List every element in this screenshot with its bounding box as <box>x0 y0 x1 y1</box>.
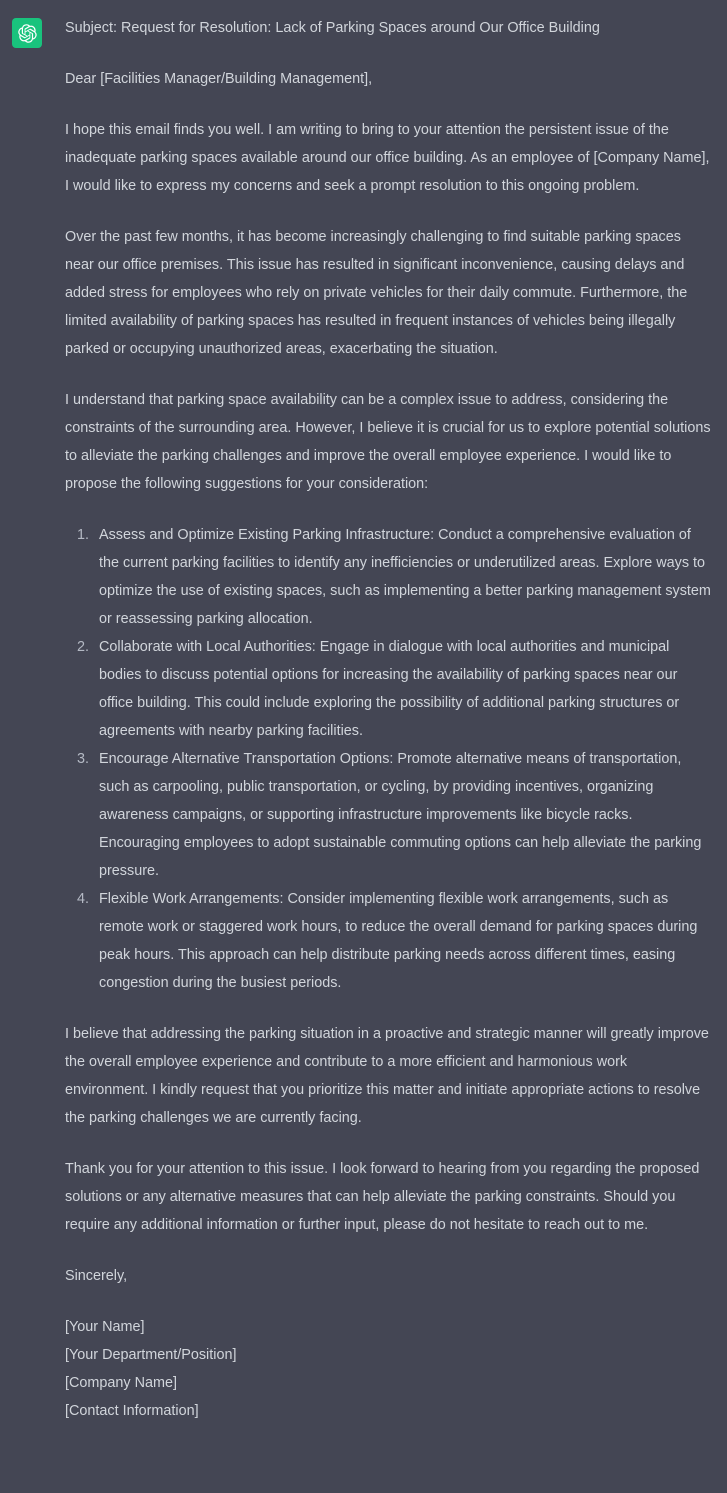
list-item: 4. Flexible Work Arrangements: Consider implementing flexible work arrangements, such as remote work or staggered work hours, to reduce the overall demand for parking spaces during peak hours. This approach can help distribute parking needs across different times, easing congestion during the busiest periods. <box>93 885 711 997</box>
email-signature <box>65 1313 711 1425</box>
email-closing-paragraph-1: I believe that addressing the parking situation in a proactive and strategic manner will greatly improve the overall employee experience and contribute to a more efficient and harmonious work environment. I kindly request that you prioritize this matter and initiate appropriate actions to resolve the parking challenges we are currently facing. <box>65 1026 709 1126</box>
email-subject-line: Subject: Request for Resolution: Lack of Parking Spaces around Our Office Building <box>65 20 600 36</box>
signature-line-company: [Company Name] <box>65 1375 177 1391</box>
email-salutation: Dear [Facilities Manager/Building Management], <box>65 71 373 87</box>
email-paragraph-2: Over the past few months, it has become increasingly challenging to find suitable parking spaces near our office premises. This issue has resulted in significant inconvenience, causing delays and added stress for employees who rely on private vehicles for their daily commute. Furthermore, the limited availability of parking spaces has resulted in frequent instances of vehicles being illegally parked or occupying unauthorized areas, exacerbating the situation. <box>65 229 688 357</box>
email-sincerely: Sincerely, <box>65 1268 128 1284</box>
assistant-avatar <box>12 18 42 48</box>
email-closing-paragraph-2: Thank you for your attention to this issue. I look forward to hearing from you regarding the proposed solutions or any alternative measures that can help alleviate the parking constraints. Should you require any additional information or further input, please do not hesitate to reach out to me. <box>65 1161 700 1233</box>
suggestions-list <box>65 521 711 997</box>
list-item: 2. Collaborate with Local Authorities: Engage in dialogue with local authorities and municipal bodies to discuss potential options for increasing the availability of parking spaces near our office building. This could include exploring the possibility of additional parking structures or agreements with nearby parking facilities. <box>93 633 711 745</box>
email-paragraph-3: I understand that parking space availability can be a complex issue to address, considering the constraints of the surrounding area. However, I believe it is crucial for us to explore potential solutions to alleviate the parking challenges and improve the overall employee experience. I would like to propose the following suggestions for your consideration: <box>65 392 711 492</box>
signature-line-contact: [Contact Information] <box>65 1403 199 1419</box>
openai-logo-icon <box>18 24 37 43</box>
signature-line-department: [Your Department/Position] <box>65 1347 237 1363</box>
message-content <box>65 14 711 1425</box>
email-closing <box>65 1020 711 1425</box>
list-item: 1. Assess and Optimize Existing Parking Infrastructure: Conduct a comprehensive evaluation of the current parking facilities to identify any inefficiencies or underutilized areas. Explore ways to optimize the use of existing spaces, such as implementing a better parking management system or reassessing parking allocation. <box>93 521 711 633</box>
signature-line-name: [Your Name] <box>65 1319 145 1335</box>
list-item: 3. Encourage Alternative Transportation Options: Promote alternative means of transportation, such as carpooling, public transportation, or cycling, by providing incentives, organizing awareness campaigns, or supporting infrastructure improvements like bicycle racks. Encouraging employees to adopt sustainable commuting options can help alleviate the parking pressure. <box>93 745 711 885</box>
email-paragraph-1: I hope this email finds you well. I am writing to bring to your attention the persistent issue of the inadequate parking spaces available around our office building. As an employee of [Company Name], I would like to express my concerns and seek a prompt resolution to this ongoing problem. <box>65 122 710 194</box>
